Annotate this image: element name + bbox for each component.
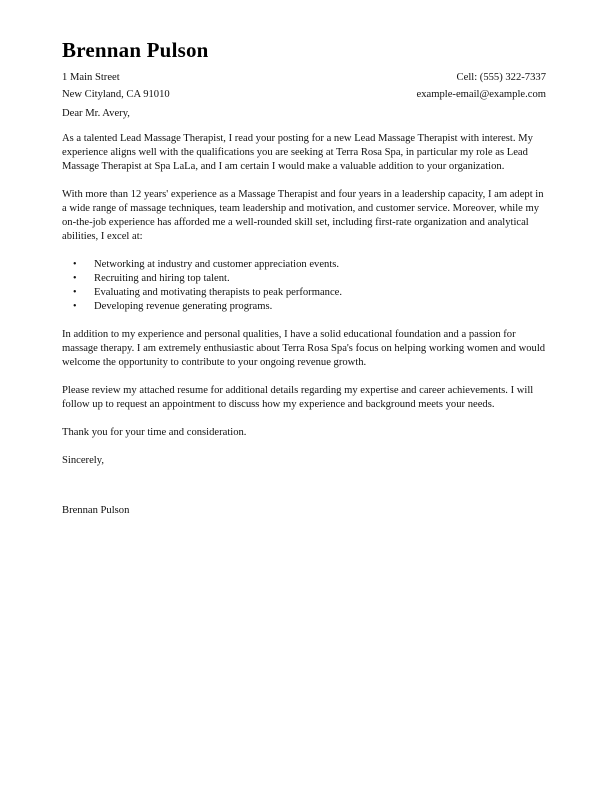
sender-address	[62, 69, 170, 103]
sender-name: Brennan Pulson	[62, 38, 209, 62]
email-address: example-email@example.com	[416, 89, 546, 100]
skills-list	[62, 258, 550, 314]
sender-contact	[417, 69, 546, 103]
address-line-1: 1 Main Street	[62, 72, 120, 83]
letter-body	[62, 107, 550, 532]
list-item: • Networking at industry and customer appreciation events.	[94, 258, 550, 272]
paragraph-thanks: Thank you for your time and consideration.	[62, 427, 247, 438]
address-line-2: New Cityland, CA 91010	[62, 89, 170, 100]
paragraph-intro: As a talented Lead Massage Therapist, I read your posting for a new Lead Massage Therapist with interest. My experience aligns well with the qualifications you are seeking at Terra Rosa Spa, in particular my role as Lead Massage Therapist at Spa LaLa, and I am certain I would make a valuable addition to your organization.	[62, 133, 533, 172]
greeting: Dear Mr. Avery,	[62, 108, 130, 119]
paragraph-experience: With more than 12 years' experience as a Massage Therapist and four years in a leadership capacity, I am adept in a wide range of massage techniques, team leadership and motivation, and customer service. Moreover, while my on-the-job experience has afforded me a well-rounded skill set, including first-rate organization and analytical abilities, I excel at:	[62, 189, 544, 242]
signature-space	[62, 482, 550, 504]
paragraph-qualities: In addition to my experience and personal qualities, I have a solid educational foundation and a passion for massage therapy. I am extremely enthusiastic about Terra Rosa Spa's focus on helping working women and would welcome the opportunity to contribute to your ongoing revenue growth.	[62, 329, 546, 368]
closing: Sincerely,	[62, 455, 104, 466]
list-item: • Evaluating and motivating therapists to peak performance.	[94, 286, 550, 300]
phone-number: Cell: (555) 322-7337	[456, 72, 546, 83]
list-item: • Developing revenue generating programs.	[94, 300, 550, 314]
paragraph-followup: Please review my attached resume for additional details regarding my expertise and career achievements. I will follow up to request an appointment to discuss how my experience and background meets your needs.	[62, 385, 534, 410]
signature-name: Brennan Pulson	[62, 505, 130, 516]
list-item: • Recruiting and hiring top talent.	[94, 272, 550, 286]
